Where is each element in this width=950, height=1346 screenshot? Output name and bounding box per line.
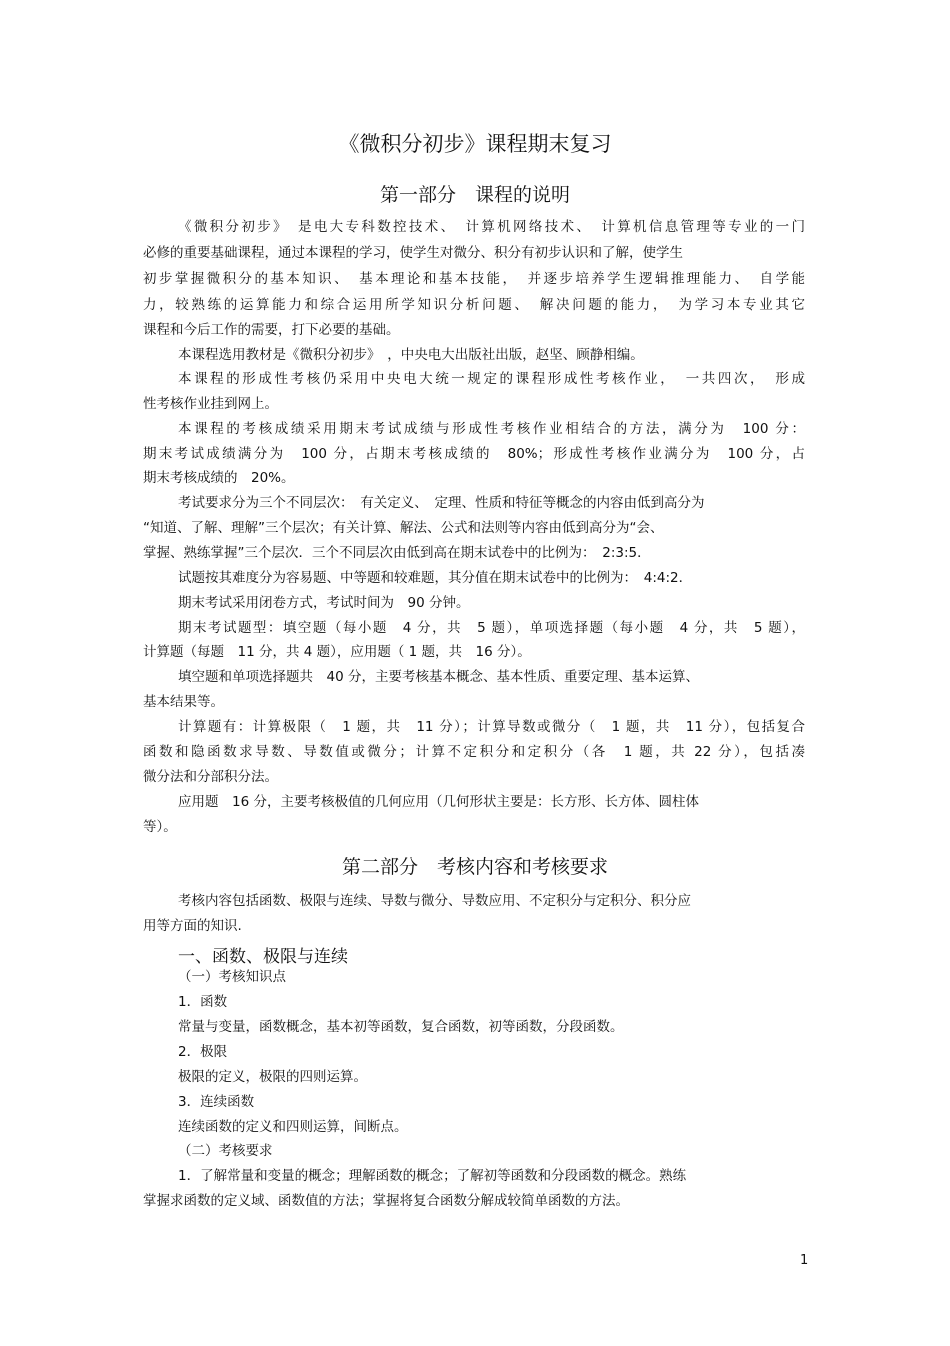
item-label: 3．连续函数 bbox=[178, 1094, 255, 1110]
text-line: 计算题（每题 11 分，共 4 题），应用题（ 1 题，共 16 分）。 bbox=[143, 644, 531, 660]
text-line: 微分法和分部积分法。 bbox=[143, 769, 278, 785]
part2-heading: 第二部分 考核内容和考核要求 bbox=[341, 856, 608, 878]
item-text: 连续函数的定义和四则运算，间断点。 bbox=[178, 1119, 408, 1135]
section-title: 一、函数、极限与连续 bbox=[178, 947, 348, 967]
text-line: 试题按其难度分为容易题、中等题和较难题，其分值在期末试卷中的比例为： 4:4:2． bbox=[178, 570, 693, 586]
page-number: 1 bbox=[800, 1253, 809, 1268]
text-line: 力，较熟练的运算能力和综合运用所学知识分析问题、 解决问题的能力， 为学习本专业其它 bbox=[143, 297, 805, 313]
document-title: 《微积分初步》课程期末复习 bbox=[338, 132, 612, 156]
text-line: 本课程选用教材是《微积分初步》 ，中央电大出版社出版，赵坚、顾静相编。 bbox=[178, 347, 644, 363]
text-line: “知道、了解、理解”三个层次；有关计算、解法、公式和法则等内容由低到高分为“会、 bbox=[143, 520, 664, 536]
item-text: 极限的定义，极限的四则运算。 bbox=[178, 1069, 367, 1085]
item-label: 2．极限 bbox=[178, 1044, 228, 1060]
text-line: 必修的重要基础课程，通过本课程的学习，使学生对微分、积分有初步认识和了解，使学生 bbox=[143, 245, 683, 261]
text-line: 掌握、熟练掌握”三个层次．三个不同层次由低到高在期末试卷中的比例为： 2:3:5． bbox=[143, 545, 651, 561]
item-text: 常量与变量，函数概念，基本初等函数，复合函数，初等函数，分段函数。 bbox=[178, 1019, 624, 1035]
text-line: 期末考试成绩满分为 100 分，占期末考核成绩的 80%；形成性考核作业满分为 100 分，占 bbox=[143, 446, 805, 462]
text-line: 应用题 16 分，主要考核极值的几何应用（几何形状主要是：长方形、长方体、圆柱体 bbox=[178, 794, 699, 810]
text-line: 课程和今后工作的需要，打下必要的基础。 bbox=[143, 322, 400, 338]
subsection-title: （一）考核知识点 bbox=[178, 969, 286, 985]
text-line: 掌握求函数的定义域、函数值的方法；掌握将复合函数分解成较简单函数的方法。 bbox=[143, 1193, 629, 1209]
text-line: 考核内容包括函数、极限与连续、导数与微分、导数应用、不定积分与定积分、积分应 bbox=[178, 893, 691, 909]
text-line: 期末考核成绩的 20%。 bbox=[143, 470, 295, 486]
text-line: 性考核作业挂到网上。 bbox=[143, 396, 278, 412]
text-line: 填空题和单项选择题共 40 分，主要考核基本概念、基本性质、重要定理、基本运算、 bbox=[178, 669, 699, 685]
text-line: 《微积分初步》 是电大专科数控技术、 计算机网络技术、 计算机信息管理等专业的一门 bbox=[178, 219, 805, 235]
text-line: 期末考试采用闭卷方式，考试时间为 90 分钟。 bbox=[178, 595, 470, 611]
text-line: 本课程的考核成绩采用期末考试成绩与形成性考核作业相结合的方法，满分为 100 分： bbox=[178, 421, 805, 437]
text-line: 计算题有：计算极限（ 1 题，共 11 分）；计算导数或微分（ 1 题，共 11 分），包括复合 bbox=[178, 719, 805, 735]
part1-heading: 第一部分 课程的说明 bbox=[379, 184, 570, 206]
text-line: 初步掌握微积分的基本知识、 基本理论和基本技能， 并逐步培养学生逻辑推理能力、 自学能 bbox=[143, 271, 805, 287]
text-line: 期末考试题型：填空题（每小题 4 分，共 5 题），单项选择题（每小题 4 分，共 5 题）， bbox=[178, 620, 805, 636]
text-line: 本课程的形成性考核仍采用中央电大统一规定的课程形成性考核作业， 一共四次， 形成 bbox=[178, 371, 805, 387]
item-label: 1．函数 bbox=[178, 994, 228, 1010]
text-line: 考试要求分为三个不同层次： 有关定义、 定理、性质和特征等概念的内容由低到高分为 bbox=[178, 495, 705, 511]
text-line: 等）。 bbox=[143, 819, 177, 835]
text-line: 函数和隐函数求导数、导数值或微分；计算不定积分和定积分（各 1 题，共 22 分），包括凑 bbox=[143, 744, 805, 760]
text-line: 基本结果等。 bbox=[143, 694, 224, 710]
text-line: 1．了解常量和变量的概念；理解函数的概念；了解初等函数和分段函数的概念。熟练 bbox=[178, 1168, 687, 1184]
subsection-title: （二）考核要求 bbox=[178, 1143, 273, 1159]
text-line: 用等方面的知识. bbox=[143, 918, 242, 934]
